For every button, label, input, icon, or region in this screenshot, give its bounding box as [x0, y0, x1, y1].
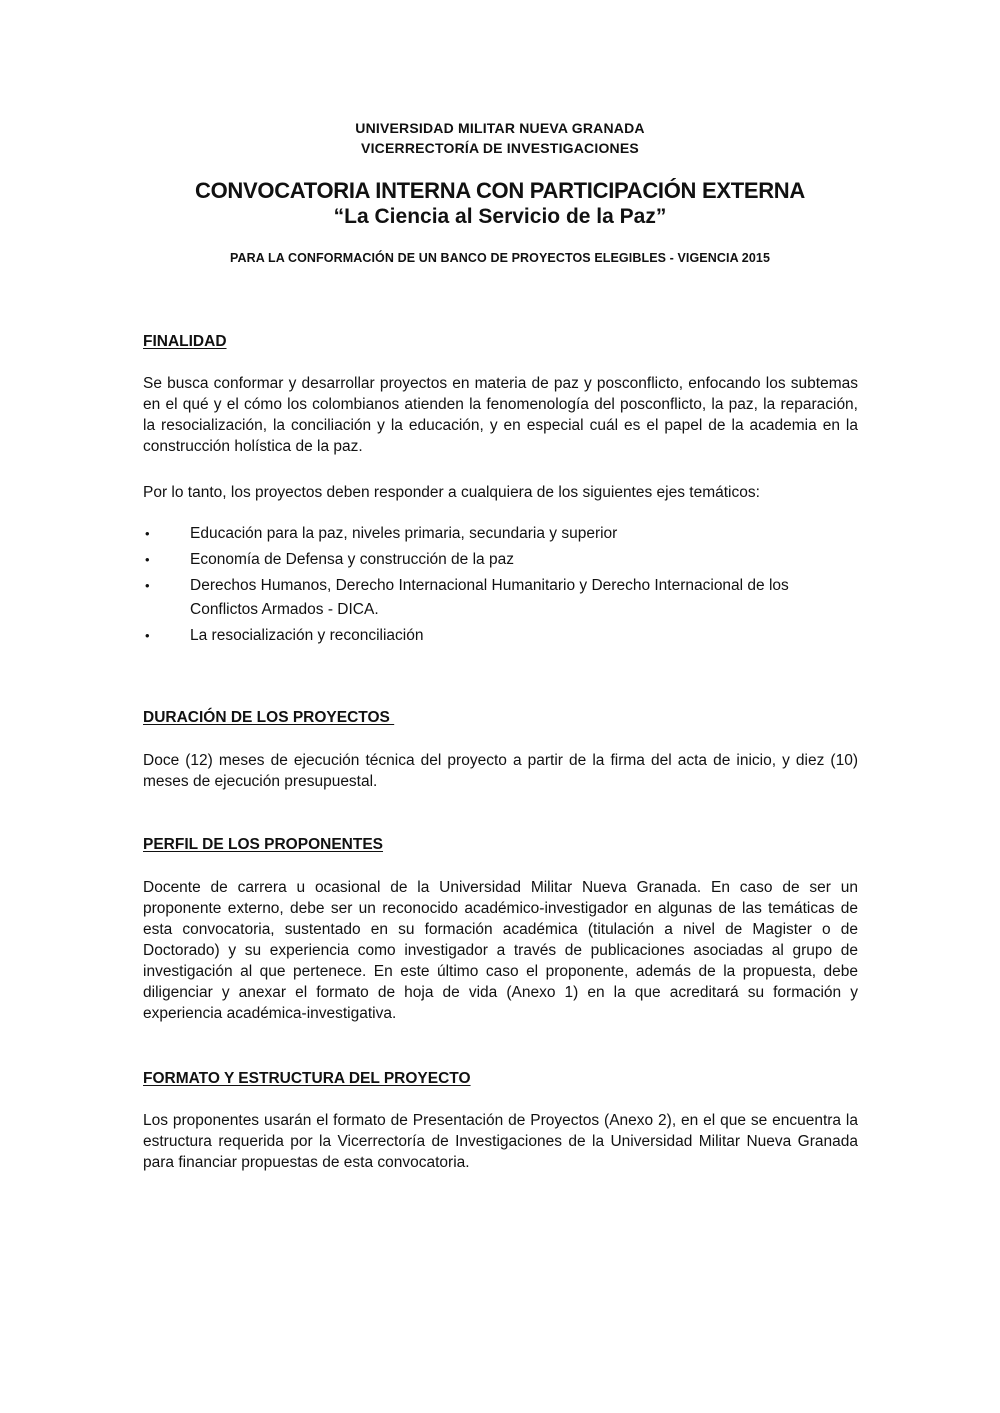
formato-paragraph: Los proponentes usarán el formato de Presentación de Proyectos (Anexo 2), en el que se encuentra la estructura requerida por la Vicerrectoría de Investigaciones de la Universidad Militar Nueva Granada para financiar propuestas de esta convocatoria.	[143, 1112, 858, 1171]
heading-formato: FORMATO Y ESTRUCTURA DEL PROYECTO	[143, 1070, 471, 1087]
list-item	[143, 624, 858, 648]
document-subtitle: “La Ciencia al Servicio de la Paz”	[333, 205, 667, 228]
list-item-text: La resocialización y reconciliación	[190, 627, 424, 644]
heading-finalidad: FINALIDAD	[143, 333, 227, 350]
perfil-paragraph: Docente de carrera u ocasional de la Universidad Militar Nueva Granada. En caso de ser un proponente externo, debe ser un reconocido académico-investigador en algunas de las temáticas de esta convocatoria, sustentado en su formación académica (titulación a nivel de Magister o de Doctorado) y su experiencia como investigador a través de publicaciones asociadas al grupo de investigación al que pertenece. En este último caso el proponente, además de la propuesta, debe diligenciar y anexar el formato de hoja de vida (Anexo 1) en la que acreditará su formación y experiencia académica-investigativa.	[143, 879, 858, 1022]
list-item	[143, 522, 858, 546]
department-name: VICERRECTORÍA DE INVESTIGACIONES	[361, 140, 639, 156]
heading-perfil: PERFIL DE LOS PROPONENTES	[143, 836, 384, 853]
bullet-icon: •	[145, 578, 150, 593]
ejes-tematicos-list	[143, 522, 858, 650]
ejes-intro-paragraph: Por lo tanto, los proyectos deben responder a cualquiera de los siguientes ejes temáticos:	[143, 484, 760, 501]
list-item-text: Educación para la paz, niveles primaria, secundaria y superior	[190, 525, 618, 542]
list-item-text: Economía de Defensa y construcción de la paz	[190, 551, 514, 568]
list-item	[143, 574, 858, 622]
document-purpose: PARA LA CONFORMACIÓN DE UN BANCO DE PROYECTOS ELEGIBLES - VIGENCIA 2015	[229, 251, 771, 265]
bullet-icon: •	[145, 552, 150, 567]
bullet-icon: •	[145, 526, 150, 541]
heading-duracion: DURACIÓN DE LOS PROYECTOS	[143, 709, 395, 726]
duracion-paragraph: Doce (12) meses de ejecución técnica del proyecto a partir de la firma del acta de inicio, y diez (10) meses de ejecución presupuestal.	[143, 752, 858, 790]
finalidad-paragraph: Se busca conformar y desarrollar proyectos en materia de paz y posconflicto, enfocando los subtemas en el qué y el cómo los colombianos atienden la fenomenología del posconflicto, la paz, la reparación, la resocialización, la conciliación y la educación, y en especial cuál es el papel de la academia en la construcción holística de la paz.	[143, 375, 858, 455]
document-title: CONVOCATORIA INTERNA CON PARTICIPACIÓN EXTERNA	[195, 178, 805, 203]
list-item-text: Derechos Humanos, Derecho Internacional Humanitario y Derecho Internacional de los Conflictos Armados - DICA.	[190, 577, 789, 618]
bullet-icon: •	[145, 628, 150, 643]
list-item	[143, 548, 858, 572]
institution-name: UNIVERSIDAD MILITAR NUEVA GRANADA	[355, 120, 645, 136]
